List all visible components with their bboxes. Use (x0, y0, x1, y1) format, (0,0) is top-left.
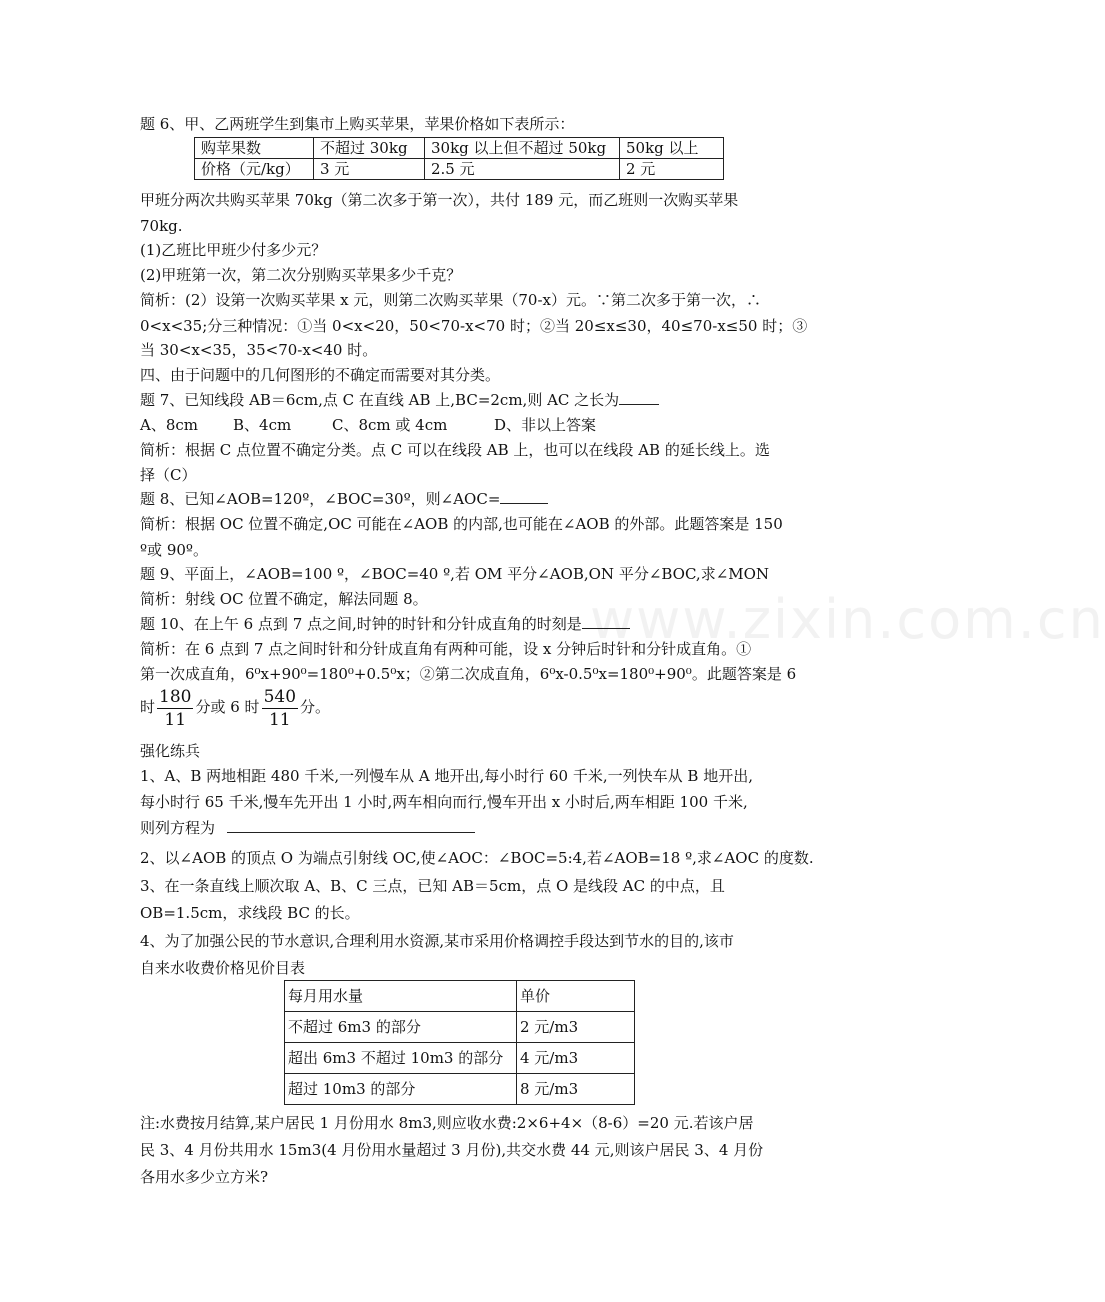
q7-stem-text: 题 7、已知线段 AB＝6cm,点 C 在直线 AB 上,BC=2cm,则 AC 之长为 (140, 391, 620, 409)
table-cell: 8 元/m3 (517, 1074, 635, 1105)
table-cell: 不超过 30kg (314, 138, 425, 159)
table-cell: 购苹果数 (195, 138, 314, 159)
table-row (285, 1074, 635, 1105)
watermark: www.zixin.com.cn (590, 588, 1105, 651)
fraction (157, 686, 193, 731)
q7-option-c: C、8cm 或 4cm (332, 416, 448, 434)
q8-analysis: º或 90º。 (140, 541, 208, 559)
q7-stem (140, 390, 659, 410)
q8-stem-text: 题 8、已知∠AOB=120º，∠BOC=30º，则∠AOC= (140, 490, 501, 508)
q6-analysis: 简析：(2）设第一次购买苹果 x 元，则第二次购买苹果（70-x）元。∵第二次多于第一次，∴ (140, 291, 762, 309)
q10-answer (140, 684, 330, 731)
practice-4: 4、为了加强公民的节水意识,合理利用水资源,某市采用价格调控手段达到节水的目的,该市 (140, 932, 734, 950)
note: 各用水多少立方米? (140, 1168, 269, 1186)
table-cell: 3 元 (314, 159, 425, 180)
q10-analysis: 简析：在 6 点到 7 点之间时针和分针成直角有两种可能，设 x 分钟后时针和分针成直角。① (140, 640, 752, 658)
q6-text: 甲班分两次共购买苹果 70kg（第二次多于第一次），共付 189 元，而乙班则一次购买苹果 (140, 191, 739, 209)
practice-2: 2、以∠AOB 的顶点 O 为端点引射线 OC,使∠AOC：∠BOC=5:4,若∠AOB=18 º,求∠AOC 的度数. (140, 849, 814, 867)
q6-analysis: 0<x<35;分三种情况：①当 0<x<20，50<70-x<70 时；②当 20≤x≤30，40≤70-x≤50 时；③ (140, 317, 808, 335)
q7-option-a: A、8cm (140, 416, 199, 434)
table-cell: 价格（元/kg） (195, 159, 314, 180)
answer-blank (227, 818, 475, 833)
practice-1-text: 则列方程为 (140, 819, 216, 837)
q6-sub1: (1)乙班比甲班少付多少元？ (140, 241, 327, 259)
answer-text: 分。 (300, 698, 331, 716)
table-cell: 超出 6m3 不超过 10m3 的部分 (285, 1043, 517, 1074)
q9-analysis: 简析：射线 OC 位置不确定，解法同题 8。 (140, 590, 428, 608)
q7-option-b: B、4cm (233, 416, 292, 434)
practice-1 (140, 818, 475, 838)
table-row (195, 138, 724, 159)
practice-title: 强化练兵 (140, 742, 201, 760)
table-cell: 50kg 以上 (620, 138, 724, 159)
practice-3: 3、在一条直线上顺次取 A、B、C 三点，已知 AB＝5cm，点 O 是线段 AC 的中点，且 (140, 877, 725, 895)
q6-analysis: 当 30<x<35，35<70-x<40 时。 (140, 341, 378, 359)
fraction (262, 686, 298, 731)
table-cell: 2 元/m3 (517, 1012, 635, 1043)
q7-option-d: D、非以上答案 (494, 416, 597, 434)
table-cell: 4 元/m3 (517, 1043, 635, 1074)
answer-blank (619, 390, 659, 405)
practice-3: OB=1.5cm，求线段 BC 的长。 (140, 904, 360, 922)
fraction-numerator: 540 (263, 686, 297, 707)
q9-stem: 题 9、平面上，∠AOB=100 º，∠BOC=40 º,若 OM 平分∠AOB,ON 平分∠BOC,求∠MON (140, 565, 770, 583)
table-cell: 2 元 (620, 159, 724, 180)
table-cell: 不超过 6m3 的部分 (285, 1012, 517, 1043)
table-row (285, 981, 635, 1012)
table-row (285, 1012, 635, 1043)
q6-text: 70kg. (140, 217, 183, 235)
table-cell: 每月用水量 (285, 981, 517, 1012)
practice-4: 自来水收费价格见价目表 (140, 959, 306, 977)
fraction-numerator: 180 (159, 686, 192, 707)
apple-price-table (194, 137, 724, 180)
q6-sub2: (2)甲班第一次，第二次分别购买苹果多少千克？ (140, 266, 462, 284)
table-cell: 2.5 元 (425, 159, 620, 180)
answer-blank (500, 489, 548, 504)
q10-stem-text: 题 10、在上午 6 点到 7 点之间,时钟的时针和分针成直角的时刻是 (140, 615, 582, 633)
fraction-denominator: 11 (268, 709, 291, 730)
note: 民 3、4 月份共用水 15m3(4 月份用水量超过 3 月份),共交水费 44 元,则该户居民 3、4 月份 (140, 1141, 764, 1159)
water-price-table (284, 980, 635, 1105)
answer-text: 时 (140, 698, 156, 716)
practice-1: 每小时行 65 千米,慢车先开出 1 小时,两车相向而行,慢车开出 x 小时后,两车相距 100 千米, (140, 793, 748, 811)
q10-stem (140, 614, 630, 634)
table-cell: 30kg 以上但不超过 50kg (425, 138, 620, 159)
table-row (285, 1043, 635, 1074)
answer-blank (582, 614, 630, 629)
table-cell: 单价 (517, 981, 635, 1012)
table-cell: 超过 10m3 的部分 (285, 1074, 517, 1105)
note: 注:水费按月结算,某户居民 1 月份用水 8m3,则应收水费:2×6+4×（8-6）=20 元.若该户居 (140, 1114, 754, 1132)
q7-analysis: 简析：根据 C 点位置不确定分类。点 C 可以在线段 AB 上，也可以在线段 AB 的延长线上。选 (140, 441, 770, 459)
table-row (195, 159, 724, 180)
q7-analysis: 择（C） (140, 466, 197, 484)
q6-intro: 题 6、甲、乙两班学生到集市上购买苹果，苹果价格如下表所示： (140, 115, 575, 133)
q8-analysis: 简析：根据 OC 位置不确定,OC 可能在∠AOB 的内部,也可能在∠AOB 的外部。此题答案是 150 (140, 515, 783, 533)
section-heading: 四、由于问题中的几何图形的不确定而需要对其分类。 (140, 366, 501, 384)
answer-text: 分或 6 时 (195, 698, 260, 716)
q10-analysis: 第一次成直角，6⁰x+90⁰=180⁰+0.5⁰x；②第二次成直角，6⁰x-0.5⁰x=180⁰+90⁰。此题答案是 6 (140, 665, 797, 683)
q8-stem (140, 489, 548, 509)
practice-1: 1、A、B 两地相距 480 千米,一列慢车从 A 地开出,每小时行 60 千米,一列快车从 B 地开出, (140, 767, 753, 785)
fraction-denominator: 11 (164, 709, 187, 730)
